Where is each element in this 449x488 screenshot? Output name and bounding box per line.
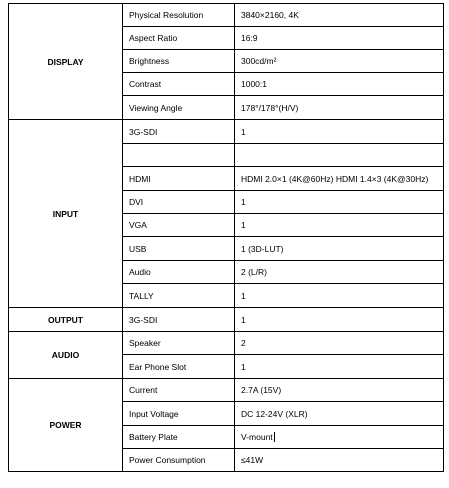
spec-value: 1 bbox=[235, 308, 444, 332]
spec-value: 2.7A (15V) bbox=[235, 379, 444, 402]
spec-table bbox=[8, 3, 444, 472]
spec-label: Current bbox=[123, 379, 235, 402]
spec-label: Battery Plate bbox=[123, 426, 235, 449]
table-row bbox=[9, 4, 444, 27]
spec-value: 1 (3D-LUT) bbox=[235, 237, 444, 261]
spec-value: 1 bbox=[235, 191, 444, 214]
spec-label: USB bbox=[123, 237, 235, 261]
spec-value: 1 bbox=[235, 284, 444, 308]
spec-value: 1 bbox=[235, 214, 444, 237]
table-row bbox=[9, 120, 444, 144]
spec-label: Speaker bbox=[123, 332, 235, 355]
table-row bbox=[9, 332, 444, 355]
text-cursor bbox=[274, 432, 275, 442]
spec-value: HDMI 2.0×1 (4K@60Hz) HDMI 1.4×3 (4K@30Hz) bbox=[235, 167, 444, 191]
spec-value: DC 12-24V (XLR) bbox=[235, 402, 444, 426]
spec-value: 16:9 bbox=[235, 27, 444, 50]
spec-label: Input Voltage bbox=[123, 402, 235, 426]
spec-value: 2 (L/R) bbox=[235, 261, 444, 284]
spec-label bbox=[123, 144, 235, 167]
group-label-display: DISPLAY bbox=[9, 4, 123, 120]
spec-label: Power Consumption bbox=[123, 449, 235, 472]
spec-label: Audio bbox=[123, 261, 235, 284]
spec-label: Aspect Ratio bbox=[123, 27, 235, 50]
spec-value: ≤41W bbox=[235, 449, 444, 472]
spec-value: 300cd/m² bbox=[235, 50, 444, 73]
spec-label: HDMI bbox=[123, 167, 235, 191]
spec-label: Physical Resolution bbox=[123, 4, 235, 27]
spec-label: 3G-SDI bbox=[123, 120, 235, 144]
spec-value-cell bbox=[235, 426, 444, 449]
spec-label: Contrast bbox=[123, 73, 235, 96]
spec-value: 1 bbox=[235, 355, 444, 379]
spec-value: V-mount bbox=[241, 431, 273, 442]
group-label-power: POWER bbox=[9, 379, 123, 472]
spec-value: 178°/178°(H/V) bbox=[235, 96, 444, 120]
spec-label: TALLY bbox=[123, 284, 235, 308]
table-row bbox=[9, 308, 444, 332]
spec-value: 1 bbox=[235, 120, 444, 144]
group-label-output: OUTPUT bbox=[9, 308, 123, 332]
spec-value: 1000:1 bbox=[235, 73, 444, 96]
spec-table-body bbox=[9, 4, 444, 472]
spec-label: 3G-SDI bbox=[123, 308, 235, 332]
spec-label: VGA bbox=[123, 214, 235, 237]
spec-value: 2 bbox=[235, 332, 444, 355]
group-label-input: INPUT bbox=[9, 120, 123, 308]
spec-label: Viewing Angle bbox=[123, 96, 235, 120]
spec-label: DVI bbox=[123, 191, 235, 214]
spec-value: 3840×2160, 4K bbox=[235, 4, 444, 27]
spec-value bbox=[235, 144, 444, 167]
spec-label: Ear Phone Slot bbox=[123, 355, 235, 379]
table-row bbox=[9, 379, 444, 402]
group-label-audio: AUDIO bbox=[9, 332, 123, 379]
spec-label: Brightness bbox=[123, 50, 235, 73]
